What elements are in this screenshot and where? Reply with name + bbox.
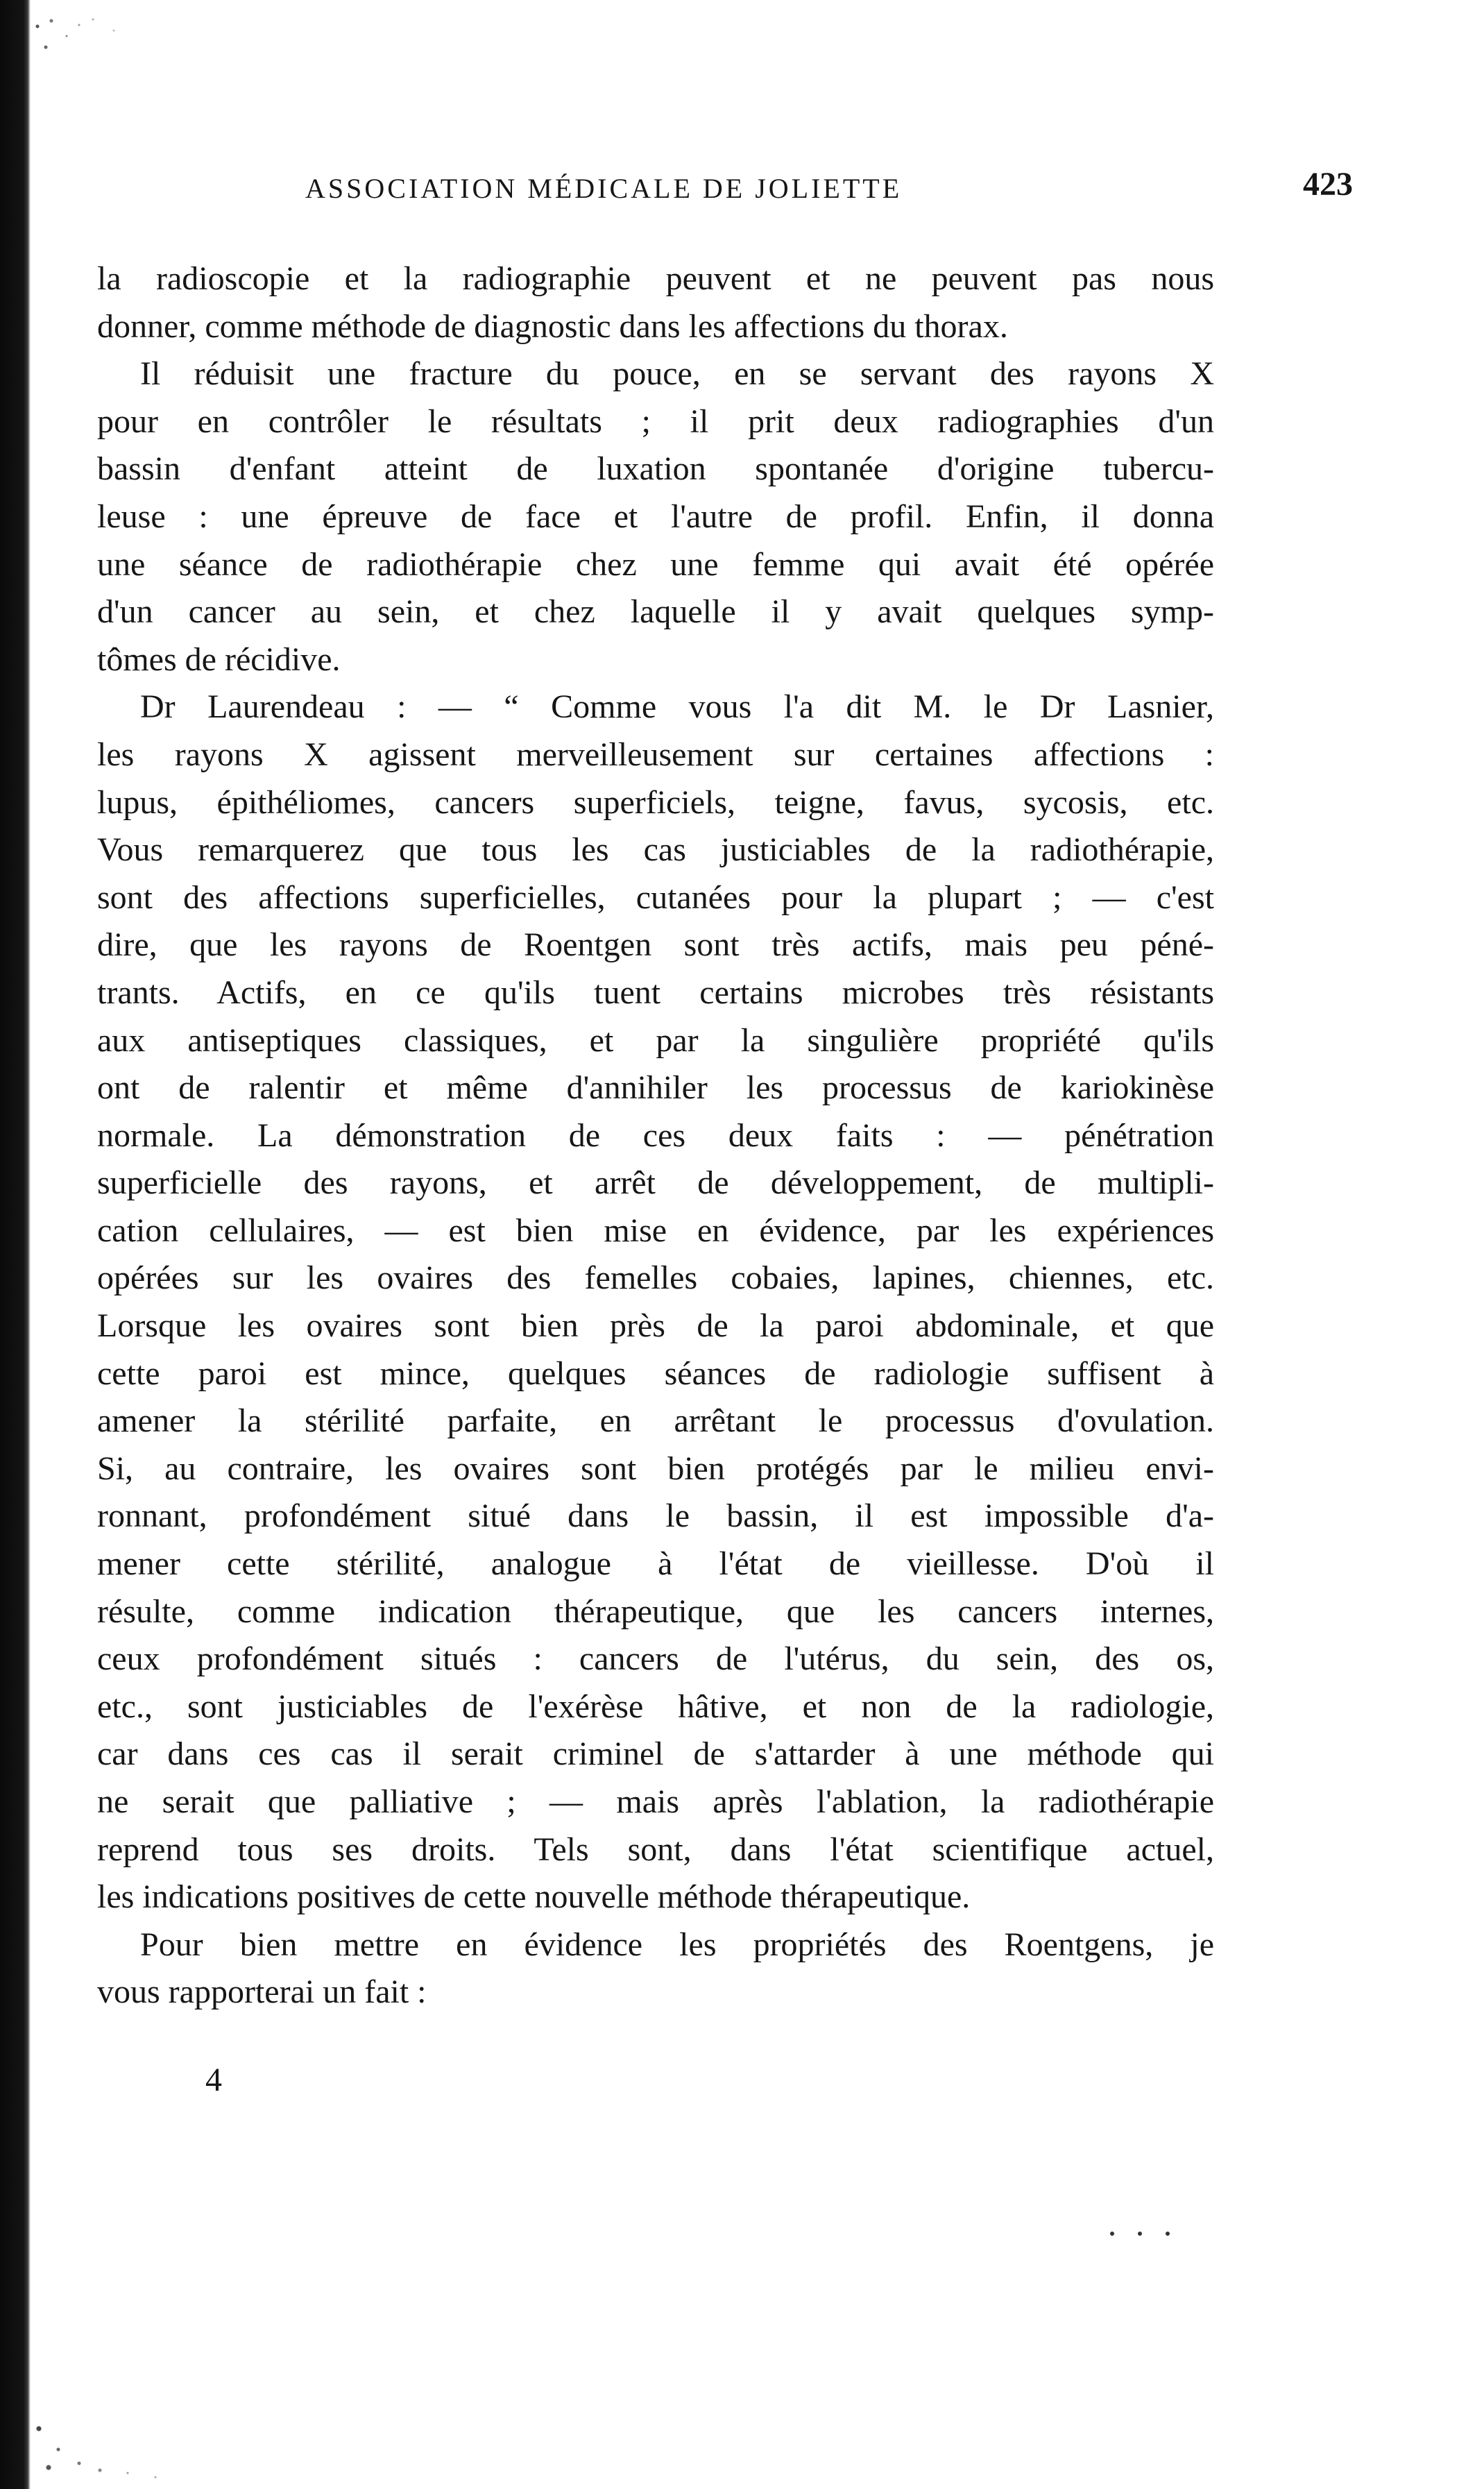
text-line: ont de ralentir et même d'annihiler les processus de kariokinèse	[97, 1069, 1214, 1107]
text-line: car dans ces cas il serait criminel de s'attarder à une méthode qui	[97, 1735, 1214, 1773]
text-line: bassin d'enfant atteint de luxation spontanée d'origine tubercu-	[97, 450, 1214, 488]
text-line: les indications positives de cette nouvelle méthode thérapeutique.	[97, 1878, 971, 1916]
text-line: sont des affections superficielles, cutanées pour la plupart ; — c'est	[97, 878, 1214, 916]
body-text	[97, 255, 1214, 2016]
text-line: ne serait que palliative ; — mais après l'ablation, la radiothérapie	[97, 1783, 1214, 1820]
text-line: opérées sur les ovaires des femelles cobaies, lapines, chiennes, etc.	[97, 1259, 1214, 1297]
text-line: ceux profondément situés : cancers de l'utérus, du sein, des os,	[97, 1640, 1214, 1678]
text-line: etc., sont justiciables de l'exérèse hâtive, et non de la radiologie,	[97, 1688, 1214, 1725]
text-line: cette paroi est mince, quelques séances de radiologie suffisent à	[97, 1354, 1214, 1392]
text-line: d'un cancer au sein, et chez laquelle il y avait quelques symp-	[97, 593, 1214, 631]
text-line: lupus, épithéliomes, cancers superficiels, teigne, favus, sycosis, etc.	[97, 783, 1214, 821]
text-line: la radioscopie et la radiographie peuvent et ne peuvent pas nous	[97, 260, 1214, 297]
text-line: les rayons X agissent merveilleusement sur certaines affections :	[97, 736, 1214, 773]
text-line: Dr Laurendeau : — “ Comme vous l'a dit M. le Dr Lasnier,	[140, 688, 1214, 726]
text-line: tômes de récidive.	[97, 640, 341, 678]
text-line: Pour bien mettre en évidence les propriétés des Roentgens, je	[140, 1926, 1214, 1963]
text-line: reprend tous ses droits. Tels sont, dans l'état scientifique actuel,	[97, 1830, 1214, 1868]
text-line: Il réduisit une fracture du pouce, en se servant des rayons X	[140, 355, 1214, 393]
text-line: une séance de radiothérapie chez une femme qui avait été opérée	[97, 545, 1214, 583]
text-line: pour en contrôler le résultats ; il prit deux radiographies d'un	[97, 402, 1214, 440]
scan-noise-bottom	[31, 2401, 169, 2484]
page-number: 423	[1303, 166, 1353, 203]
text-line: dire, que les rayons de Roentgen sont très actifs, mais peu péné-	[97, 926, 1214, 964]
text-line: mener cette stérilité, analogue à l'état de vieillesse. D'où il	[97, 1545, 1214, 1583]
text-line: normale. La démonstration de ces deux faits : — pénétration	[97, 1116, 1214, 1154]
text-line: résulte, comme indication thérapeutique, que les cancers internes,	[97, 1592, 1214, 1630]
text-line: aux antiseptiques classiques, et par la singulière propriété qu'ils	[97, 1021, 1214, 1059]
scan-speck	[1166, 2232, 1170, 2236]
text-line: leuse : une épreuve de face et l'autre de profil. Enfin, il donna	[97, 498, 1214, 535]
text-line: amener la stérilité parfaite, en arrêtant le processus d'ovulation.	[97, 1402, 1214, 1440]
text-line: superficielle des rayons, et arrêt de développement, de multipli-	[97, 1164, 1214, 1202]
text-line: Si, au contraire, les ovaires sont bien protégés par le milieu envi-	[97, 1450, 1214, 1487]
text-line: ronnant, profondément situé dans le bassin, il est impossible d'a-	[97, 1497, 1214, 1535]
page-header	[97, 165, 1353, 214]
scan-noise-top	[31, 12, 142, 68]
scan-speck	[1138, 2232, 1142, 2236]
text-line: Lorsque les ovaires sont bien près de la paroi abdominale, et que	[97, 1307, 1214, 1345]
running-head: ASSOCIATION MÉDICALE DE JOLIETTE	[305, 173, 903, 204]
text-line: cation cellulaires, — est bien mise en évidence, par les expériences	[97, 1212, 1214, 1249]
text-line: Vous remarquerez que tous les cas justiciables de la radiothérapie,	[97, 831, 1214, 869]
signature-mark: 4	[205, 2062, 222, 2098]
text-line: trants. Actifs, en ce qu'ils tuent certains microbes très résistants	[97, 974, 1214, 1011]
text-line: donner, comme méthode de diagnostic dans les affections du thorax.	[97, 307, 1008, 345]
scan-specks	[1110, 2227, 1179, 2241]
text-line: vous rapporterai un fait :	[97, 1973, 427, 2011]
binding-edge	[0, 0, 31, 2489]
scan-speck	[1110, 2232, 1114, 2236]
